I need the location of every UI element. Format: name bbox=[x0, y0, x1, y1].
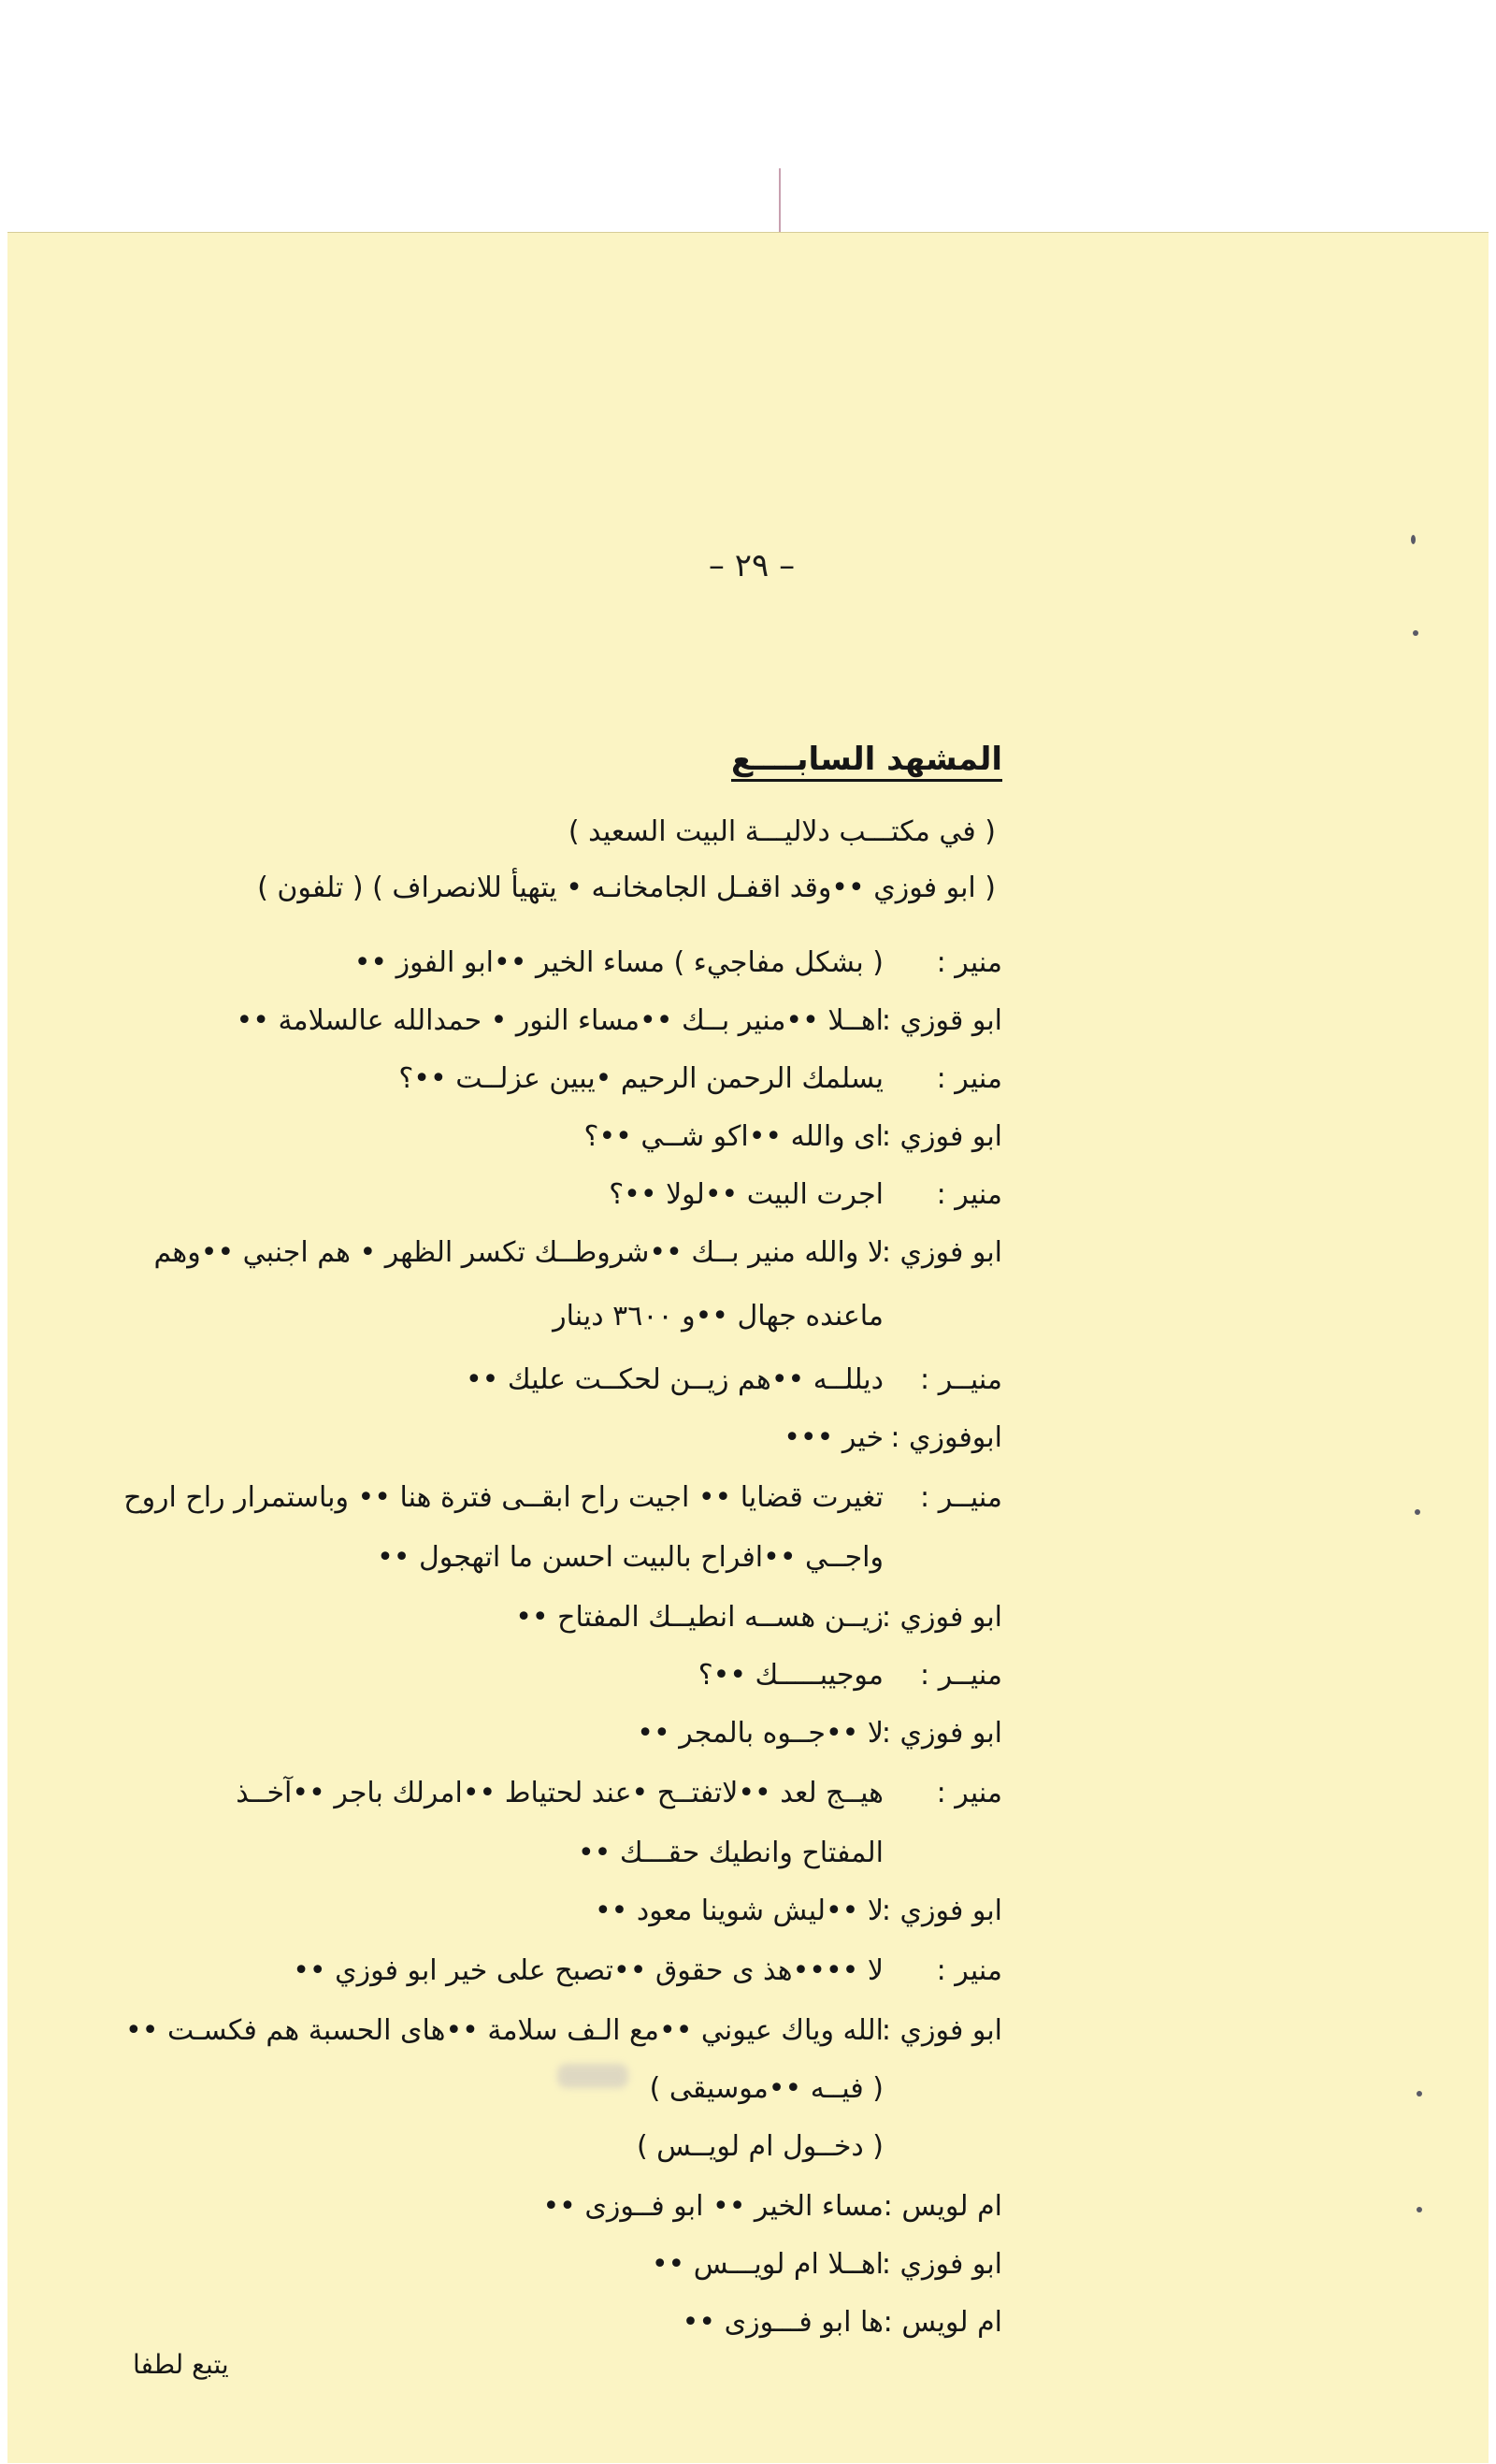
dialogue-continuation: المفتاح وانطيك حقـــك •• bbox=[577, 1837, 884, 1869]
dialogue-line: اهــلا ••منير بــك ••مساء النور • حمدالله عالسلامة •• bbox=[236, 1004, 884, 1037]
dialogue-line: خير ••• bbox=[784, 1421, 884, 1454]
dialogue-line: هيــج لعد ••لاتفتــح •عند لحتياط ••امرلك باجر ••آخــذ bbox=[236, 1777, 884, 1809]
binding-mark bbox=[779, 168, 781, 236]
margin-speck bbox=[1413, 630, 1418, 636]
speaker-label: منير : bbox=[936, 1954, 1002, 1987]
speaker-label: ابو فوزي : bbox=[881, 2248, 1002, 2281]
dialogue-line: لا ••ليش شوينا معود •• bbox=[594, 1895, 884, 1927]
dialogue-line: اهــلا ام لويـــس •• bbox=[651, 2248, 884, 2281]
dialogue-line: تغيرت قضايا •• اجيت راح ابقــى فترة هنا •• وباستمرار راح اروح bbox=[123, 1481, 884, 1514]
page-number: – ٢٩ – bbox=[708, 547, 796, 584]
speaker-label: ام لويس : bbox=[883, 2306, 1002, 2339]
margin-speck bbox=[1417, 2091, 1422, 2097]
speaker-label: منير : bbox=[936, 1178, 1002, 1211]
speaker-label: منير : bbox=[936, 946, 1002, 979]
margin-speck bbox=[1415, 1509, 1420, 1515]
dialogue-line: اى والله ••اكو شــي ••؟ bbox=[583, 1120, 884, 1153]
dialogue-line: موجيبـــــك ••؟ bbox=[698, 1659, 884, 1692]
dialogue-continuation: واجــي ••افراح بالبيت احسن ما اتهجول •• bbox=[377, 1541, 884, 1574]
speaker-label: ابو فوزي : bbox=[881, 1601, 1002, 1634]
speaker-label: ابو فوزي : bbox=[881, 1717, 1002, 1750]
dialogue-line: ديللــه ••هم زيــن لحكــت عليك •• bbox=[465, 1363, 884, 1396]
speaker-label: منير : bbox=[936, 1062, 1002, 1095]
speaker-label: ابو فوزي : bbox=[881, 1120, 1002, 1153]
dialogue-line: الله وياك عيوني ••مع الـف سلامة ••هاى الحسبة هم فكسـت •• bbox=[125, 2014, 884, 2047]
speaker-label: ابو فوزي : bbox=[881, 2014, 1002, 2047]
speaker-label: منيــر : bbox=[920, 1481, 1002, 1514]
stage-direction: ( دخــول ام لويــس ) bbox=[636, 2130, 884, 2163]
speaker-label: ابو فوزي : bbox=[881, 1895, 1002, 1927]
speaker-label: ابو قوزي : bbox=[881, 1004, 1002, 1037]
dialogue-line: ( بشكل مفاجيء ) مساء الخير ••ابو الفوز •• bbox=[353, 946, 884, 979]
dialogue-line: لا والله منير بــك ••شروطــك تكسر الظهر • هم اجنبي ••وهم bbox=[153, 1236, 884, 1269]
scene-title: المشهد السابــــع bbox=[731, 741, 1002, 778]
speaker-label: منير : bbox=[936, 1777, 1002, 1809]
stage-direction: ( في مكتـــب دلاليـــة البيت السعيد ) bbox=[568, 815, 996, 848]
dialogue-line: زيــن هســه انطيــك المفتاح •• bbox=[515, 1601, 884, 1634]
speaker-label: ابوفوزي : bbox=[890, 1421, 1002, 1454]
dialogue-line: اجرت البيت ••لولا ••؟ bbox=[609, 1178, 884, 1211]
smudge-mark bbox=[557, 2064, 628, 2088]
speaker-label: ابو فوزي : bbox=[881, 1236, 1002, 1269]
continued-note: يتبع لطفا bbox=[133, 2349, 229, 2380]
dialogue-line: لا ••جــوه بالمجر •• bbox=[637, 1717, 884, 1750]
dialogue-line: يسلمك الرحمن الرحيم •يبين عزلــت ••؟ bbox=[398, 1062, 884, 1095]
dialogue-continuation: ( فيــه ••موسيقى ) bbox=[649, 2072, 884, 2105]
margin-speck bbox=[1411, 535, 1416, 544]
dialogue-continuation: ماعنده جهال ••و ٣٦٠٠ دينار bbox=[553, 1300, 884, 1333]
speaker-label: ام لويس : bbox=[883, 2190, 1002, 2223]
dialogue-line: ها ابو فـــوزى •• bbox=[682, 2306, 884, 2339]
dialogue-line: لا ••••هذ ى حقوق ••تصبح على خير ابو فوزي •• bbox=[293, 1954, 884, 1987]
dialogue-line: مساء الخير •• ابو فــوزى •• bbox=[542, 2190, 884, 2223]
speaker-label: منيــر : bbox=[920, 1363, 1002, 1396]
stage-direction: ( ابو فوزي ••وقد اقفـل الجامخانـه • يتهيأ للانصراف ) ( تلفون ) bbox=[257, 872, 996, 904]
document-page bbox=[7, 232, 1489, 2463]
speaker-label: منيــر : bbox=[920, 1659, 1002, 1692]
margin-speck bbox=[1417, 2207, 1422, 2212]
